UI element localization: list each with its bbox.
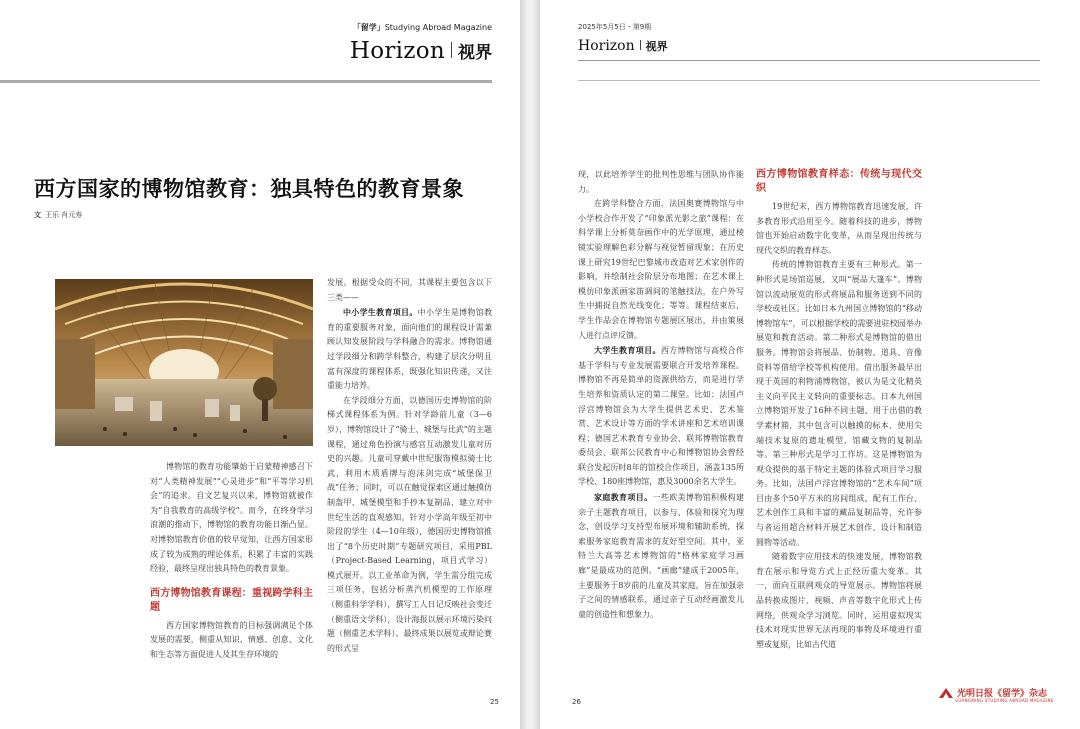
page-gutter [520,0,540,729]
digital-forms: 随着数字应用技术的快速发展，博物馆教育在展示和导览方式上正经历重大变革。其一，面向互联网观众的导览展示。博物馆将展品转换成图片、视频、声音等数字化形式上传网络，供观众学习浏览。同时，运用虚拟现实技术对现实世界无法再现的事物及环境进行重塑或复原，比如古代道 [756,552,922,649]
intro-paragraph: 博物馆的教育功能肇始于启蒙精神感召下对“人类精神发展”“心灵进步”和“平等学习机会”的追求。自文艺复兴以来，博物馆就被作为“自我教育的高级学校”。而今，在终身学习浪潮的推动下，博物馆的教育功能日渐凸显。对博物馆教育价值的较早觉知，让西方国家形成了较为成熟的理论体系，积累了丰富的实践经验，最终呈现出独具特色的教育景象。 [150,462,313,574]
curriculum-continued: 发展。根据受众的不同，其课程主要包含以下三类—— [327,278,492,302]
pbl-continued: 现，以此培养学生的批判性思维与团队协作能力。 [578,170,744,194]
university-text: 西方博物馆与高校合作基于学科与专业发展需要联合开发培养课程。博物馆不再是简单的资源供给方，而是进行学生培养和资质认定的第二课堂。比如：法国卢浮宫博物馆会为大学生提供艺术史、艺术鉴赏、艺术设计等方面的学术讲座和艺术培训课程；德国艺术教育专业协会、联邦博物馆教育委员会、联邦公民教育中心和博物馆协会曾经联合发起历时8年的馆校合作项目，涵盖135所学校、180座博物馆，惠及3000余名大学生。 [578,346,745,487]
right-page [540,0,1080,729]
section-heading-curriculum: 西方博物馆教育课程：重视跨学科主题 [150,587,313,613]
traditional-forms: 传统的博物馆教育主要有三种形式。第一种形式是场馆巡展，又叫“展品大篷车”。博物馆以流动展览的形式将展品和服务送到不同的学校或社区。比如日本九州国立博物馆的“移动博物馆车”，可以根据学校的需要进驻校园举办展览和教育活动。第二种形式是博物馆的借出服务。博物馆会将展品、仿制物、道具、音像资料等借给学校等机构使用。借出服务最早出现于英国的利物浦博物馆，被认为是文化精英主义向平民主义转向的重要标志。日本九州国立博物馆开发了16种不同主题、用于出借的教学素材箱，其中包含可以触摸的标本、使用尖端技术复原的遗址模型、馆藏文物的复制品等。第三种形式是学习工作坊。这是博物馆为观众提供的基于特定主题的体验式项目学习服务。比如，法国卢浮宫博物馆的“艺术车间”项目由多个50平方米的房间组成，配有工作台、艺术创作工具和丰富的藏品复制品等，允许参与者运用超合材料开展艺术创作、设计和制造圆物等活动。 [756,260,922,547]
magazine-brand: 「留学」 [352,23,385,32]
logo-subtitle: GUANGMING STUDYING ABROAD MAGAZINE [955,698,1054,703]
page-number-left: 25 [490,698,499,706]
page-number-right: 26 [572,698,581,706]
museum-hall-photo [55,279,313,446]
museum-hall-photo-art [55,279,313,446]
section-title-right [578,38,668,54]
left-column-1 [150,460,313,663]
issue-date: 2025年5月5日・第9期 [578,23,652,31]
right-column-2 [756,168,922,652]
section-heading-forms: 西方博物馆教育样态：传统与现代交织 [756,169,922,194]
logo-text: 光明日报《留学》杂志 [957,689,1048,699]
section-title [350,38,492,64]
left-page [0,0,520,729]
right-column-1 [578,168,744,622]
family-lead: 家庭教育项目。 [594,492,653,503]
section-title-cn-right: 视界 [645,40,668,53]
family-text: 一些欧美博物馆积极构建亲子主题教育项目，以参与、体验和探究为理念，创设学习支持型布展环境和辅助系统，探索服务家庭教育需求的友好型空间。其中，亚特兰大高等艺术博物馆的“格林家庭学习画廊”是最成功的范例。“画廊”建成于2005年，主要服务于8岁前的儿童及其家庭，旨在加强亲子之间的情感联系，通过亲子互动经画激发儿童的创造性和想象力。 [578,493,745,619]
byline [34,210,82,220]
magazine-name [353,22,492,33]
university-paragraph [578,343,744,490]
stage-paragraph: 在学段细分方面，以德国历史博物馆的阶梯式课程体系为例。针对学龄前儿童（3—6岁），博物馆设计了“骑士、城堡与比武”的主题课程，通过角色扮演与感官互动激发儿童对历史的兴趣。儿童可穿戴中世纪服饰模拟骑士比武，利用木质盾牌与泡沫剑完成“城堡保卫战”任务；同时，可以在触觉探索区通过触摸仿制盔甲、城堡模型和手抄本复制品，建立对中世纪生活的直观感知。针对小学高年级至初中阶段的学生（4—10年级），德国历史博物馆推出了“8个历史时期”专题研究项目，采用PBL（Project-Based Learning，项目式学习）模式展开。以工业革命为例，学生需分组完成三项任务，包括分析蒸汽机模型的工作原理（侧重科学学科），撰写工人日记反映社会变迁（侧重语文学科），设计海报以展示环境污染问题（侧重艺术学科）。最终成果以展览或辩论赛的形式呈 [327,395,492,653]
forms-intro: 19世纪末，西方博物馆教育迅速发展，许多教育形式沿用至今。随着科技的进步，博物馆也开始启动数字化变革，从而呈现出传统与现代交织的教育样态。 [756,202,922,255]
university-lead: 大学生教育项目。 [594,345,661,356]
family-paragraph [578,490,744,622]
magazine-name-en: Studying Abroad Magazine [384,23,492,32]
title-divider [451,42,452,58]
article-title: 西方国家的博物馆教育：独具特色的教育景象 [34,177,464,201]
k12-paragraph [327,305,492,394]
k12-lead: 中小学生教育项目。 [343,307,418,318]
header-rule-right [578,60,1040,61]
k12-text: 中小学生是博物馆教育的重要服务对象，面向他们的课程设计需兼顾认知发展阶段与学科融合的需求。博物馆通过学段细分和跨学科整合，构建了层次分明且富有深度的课程体系，既强化知识传递，又注重能力培养。 [327,308,493,391]
section-title-en-right: Horizon [578,38,635,54]
byline-authors: 王乐 肖元寿 [45,211,83,219]
section-title-en: Horizon [349,38,445,64]
byline-label: 文 [34,211,41,219]
title-divider-right [640,40,641,50]
logo-mark-icon [938,687,954,699]
curriculum-paragraph: 西方国家博物馆教育的目标强调满足个体发展的需要，侧重从知识、情感、创意、文化和生态等方面促进人及其生存环境的 [150,620,313,659]
interdisciplinary-paragraph: 在跨学科整合方面，法国奥赛博物馆与中小学校合作开发了“印象派光影之旅”课程：在科学课上分析莫奈画作中的光学原理，通过棱镜实验理解色彩分解与视觉暂留现象；在历史课上研究19世纪巴黎城市改造对艺术家创作的影响，并绘制社会阶层分布地图；在艺术课上模仿印象派画家笛调间的笔触技法，在户外写生中捕捉自然光线变化；等等。课程结束后，学生作品会在博物馆专题展区展出，并由策展人进行点评反馈。 [578,199,744,340]
section-title-cn: 视界 [458,43,492,63]
header-rule-right-2 [578,80,1040,81]
header-rule [0,80,492,83]
left-column-2 [327,276,492,656]
